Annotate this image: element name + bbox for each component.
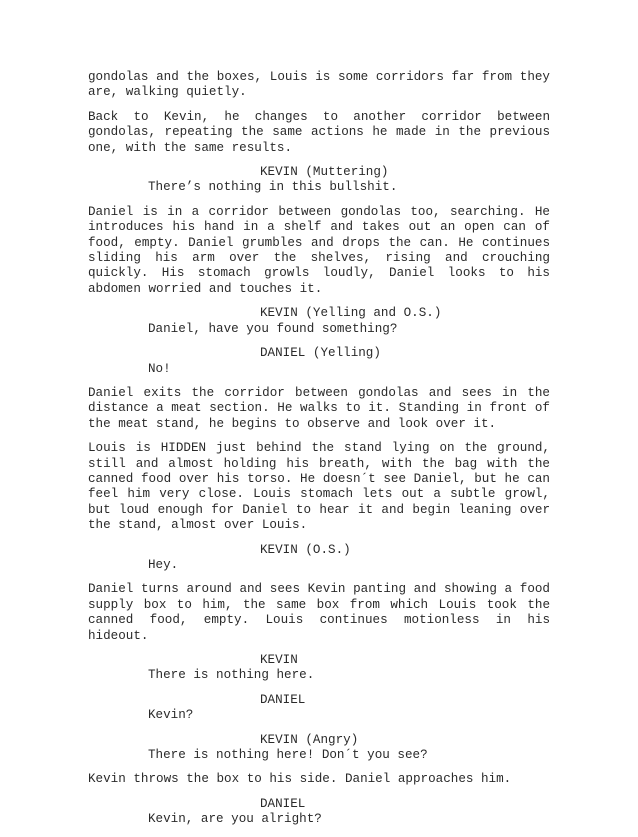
action-paragraph: gondolas and the boxes, Louis is some corridors far from they are, walking quietly. xyxy=(88,70,550,100)
character-cue: KEVIN (Muttering) xyxy=(260,165,389,180)
character-cue: KEVIN (Yelling and O.S.) xyxy=(260,306,442,321)
dialogue-line: There’s nothing in this bullshit. xyxy=(148,180,398,195)
action-paragraph: Back to Kevin, he changes to another corridor between gondolas, repeating the same actions he made in the previous one, with the same results. xyxy=(88,109,550,155)
dialogue-line: No! xyxy=(148,361,171,376)
character-cue: KEVIN (O.S.) xyxy=(260,542,351,557)
dialogue-line: Daniel, have you found something? xyxy=(148,321,398,336)
dialogue-line: Kevin? xyxy=(148,708,194,723)
character-cue: DANIEL (Yelling) xyxy=(260,346,381,361)
character-cue: DANIEL xyxy=(260,796,306,811)
dialogue-line: Hey. xyxy=(148,557,179,572)
screenplay-content xyxy=(88,70,550,837)
dialogue-line: There is nothing here! Don´t you see? xyxy=(148,748,428,763)
action-paragraph: Daniel turns around and sees Kevin panting and showing a food supply box to him, the same box from which Louis took the canned food, empty. Louis continues motionless in his hideout. xyxy=(88,582,550,643)
character-cue: KEVIN (Angry) xyxy=(260,732,359,747)
action-paragraph: Kevin throws the box to his side. Daniel approaches him. xyxy=(88,772,512,787)
character-cue: KEVIN xyxy=(260,653,298,667)
dialogue-line: Kevin, are you alright? xyxy=(148,812,322,827)
action-paragraph: Daniel exits the corridor between gondolas and sees in the distance a meat section. He walks to it. Standing in front of the meat stand, he begins to observe and look over it. xyxy=(88,385,550,431)
dialogue-line: There is nothing here. xyxy=(148,668,315,683)
action-paragraph: Louis is HIDDEN just behind the stand lying on the ground, still and almost holding his breath, with the bag with the canned food over his torso. He doesn´t see Daniel, but he can feel him very close. Louis stomach lets out a subtle growl, but loud enough for Daniel to hear it and begin leaning over the stand, almost over Louis. xyxy=(88,441,550,533)
character-cue: DANIEL xyxy=(260,692,306,707)
action-paragraph: Daniel is in a corridor between gondolas too, searching. He introduces his hand in a shelf and takes out an open can of food, empty. Daniel grumbles and drops the can. He continues sliding his arm over the shelves, rising and crouching quickly. His stomach growls loudly, Daniel looks to his abdomen worried and touches it. xyxy=(88,204,550,296)
